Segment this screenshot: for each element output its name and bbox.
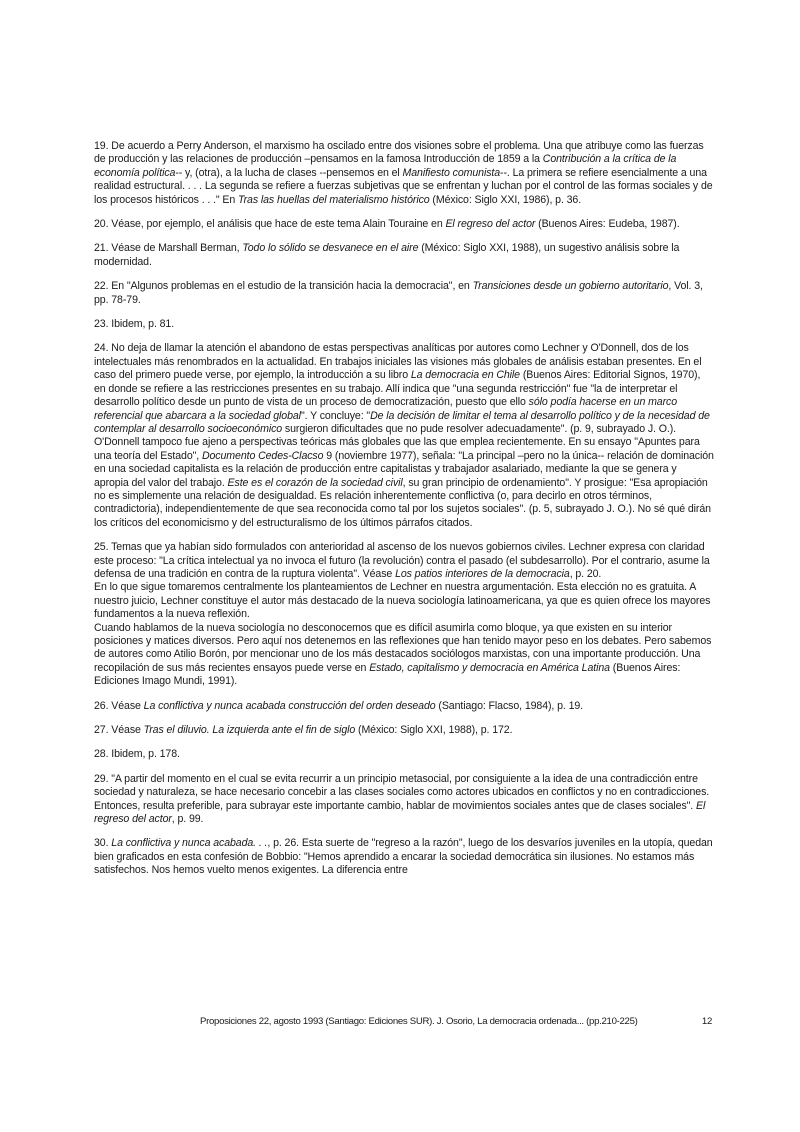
note-text: 19. De acuerdo a Perry Anderson, el marxismo ha oscilado entre dos visiones sobre el problema. Una que atribuye como las fuerzas de producción y las relaciones de producción –pensamos en la famosa Introducción de 1859 a la	[94, 140, 704, 166]
cited-title: De la decisión de limitar el tema al desarrollo político y de la necesidad de contemplar al desarrollo socioeconómico	[94, 409, 710, 435]
endnote-28	[94, 748, 714, 761]
note-text: 30.	[94, 837, 112, 850]
endnotes-section	[94, 140, 714, 889]
note-text: 21. Véase de Marshall Berman,	[94, 242, 243, 255]
endnote-19	[94, 140, 714, 207]
endnote-20	[94, 218, 714, 231]
note-text: , p. 99.	[171, 813, 204, 826]
note-text: , p. 20.	[569, 567, 602, 580]
endnote-24	[94, 342, 714, 530]
cited-title: Tras las huellas del materialismo histórico	[238, 193, 430, 206]
note-text: (México: Siglo XXI, 1988), un sugestivo análisis sobre la modernidad.	[94, 242, 680, 268]
note-text: Cuando hablamos de la nueva sociología no desconocemos que es difícil asumirla como bloque, ya que existen en su interior posiciones y matices diversos. Pero aquí nos detenemos en las reflexiones que han tenido mayor peso en los debates. Pero sabemos de autores como Atilio Borón, por mencionar uno de los más destacados sociólogos marxistas, con una importante producción. Una recopilación de sus más recientes ensayos puede verse en	[94, 621, 712, 674]
note-text: -- y, (otra), a la lucha de clases --pensemos en el	[175, 166, 403, 179]
endnote-22	[94, 280, 714, 307]
note-text: 24. No deja de llamar la atención el abandono de estas perspectivas analíticas por autores como Lechner y O'Donnell, dos de los intelectuales más renombrados en la actualidad. En trabajos iniciales las visiones más globales de análisis estaban presentes. En el caso del primero puede verse, por ejemplo, la introducción a su libro	[94, 342, 702, 382]
note-text: (México: Siglo XXI, 1986), p. 36.	[429, 193, 582, 206]
cited-title: Contribución a la crítica de la economía política	[94, 153, 677, 179]
cited-title: La democracia en Chile	[410, 369, 520, 382]
cited-title: Los patios interiores de la democracia	[395, 567, 570, 580]
cited-title: Este es el corazón de la sociedad civil	[227, 476, 403, 489]
note-text: 28. Ibidem, p. 178.	[94, 748, 180, 761]
note-text: 26. Véase	[94, 699, 144, 712]
cited-title: La conflictiva y nunca acabada construcción del orden deseado	[143, 699, 436, 712]
endnote-21	[94, 242, 714, 269]
note-text: (Buenos Aires: Eudeba, 1987).	[535, 218, 680, 231]
note-text: (Buenos Aires: Editorial Signos, 1970), en donde se refiere a las restricciones presentes en su trabajo. Allí indica que "una segunda restricción" fue "la de interpretar el desarrollo político desde un punto de vista de un proceso de democratización, puesto que ello	[94, 369, 701, 409]
endnote-29	[94, 773, 714, 827]
note-text: --. La primera se refiere esencialmente a una realidad estructural. . . . La segunda se refiere a fuerzas subjetivas que se enfrentan y luchan por el control de las formas sociales y de los procesos históricos . . ." En	[94, 166, 713, 206]
note-text: (Santiago: Flacso, 1984), p. 19.	[435, 699, 584, 712]
note-text: 25. Temas que ya habían sido formulados con anterioridad al ascenso de los nuevos gobiernos civiles. Lechner expresa con claridad este proceso: "La crítica intelectual ya no invoca el futuro (la revolución) contra el pasado (el subdesarrollo). Por el contrario, asume la defensa de una tradición en contra de la ruptura violenta". Véase	[94, 541, 710, 580]
endnote-27	[94, 724, 714, 737]
cited-title: Documento Cedes-Clacso	[201, 449, 324, 462]
note-text: 22. En "Algunos problemas en el estudio de la transición hacia la democracia", en	[94, 280, 473, 293]
page-number: 12	[701, 1016, 712, 1027]
note-text: , Vol. 3, pp. 78-79.	[94, 280, 703, 306]
note-text: , p. 26. Esta suerte de "regreso a la razón", luego de los desvaríos juveniles en la utopía, quedan bien graficados en esta confesión de Bobbio: "Hemos aprendido a encarar la sociedad democrática sin ilusiones. No estamos más satisfechos. Nos hemos vuelto menos exigentes. La diferencia entre	[94, 837, 713, 877]
cited-title: sólo podía hacerse en un marco referencial que abarcara a la sociedad global	[94, 396, 678, 422]
cited-title: El regreso del actor	[94, 799, 706, 826]
endnote-25	[94, 541, 714, 688]
cited-title: El regreso del actor	[445, 218, 536, 231]
cited-title: Tras el diluvio. La izquierda ante el fin de siglo	[143, 724, 356, 737]
cited-title: Todo lo sólido se desvanece en el aire	[242, 242, 419, 255]
note-text: surgieron dificultades que no pude resolver adecuadamente". (p. 9, subrayado J. O.). O'Donnell tampoco fue ajeno a perspectivas teóricas más globales que las que emplea recientemente. En su ensayo "Apuntes para una teoría del Estado",	[94, 422, 700, 462]
cited-title: Estado, capitalismo y democracia en América Latina	[369, 661, 610, 674]
page-footer	[200, 1016, 712, 1027]
footer-citation: Proposiciones 22, agosto 1993 (Santiago: Ediciones SUR). J. Osorio, La democracia ordenada... (pp.210-225)	[200, 1016, 638, 1027]
cited-title: La conflictiva y nunca acabada. . .	[111, 837, 268, 850]
note-text: 9 (noviembre 1977), señala: "La principal –pero no la única-- relación de dominación en una sociedad capitalista es la relación de producción entre capitalistas y trabajador asalariado, mediante la que se genera y apropia del valor del trabajo.	[94, 449, 714, 489]
note-text: 27. Véase	[94, 724, 144, 737]
cited-title: Transiciones desde un gobierno autoritario	[472, 280, 669, 293]
note-text: (México: Siglo XXI, 1988), p. 172.	[355, 724, 513, 737]
note-text: 23. Ibidem, p. 81.	[94, 318, 175, 331]
cited-title: Manifiesto comunista	[402, 166, 501, 179]
note-text: ". Y concluye: "	[300, 409, 371, 422]
endnote-26	[94, 700, 714, 713]
note-text: (Buenos Aires: Ediciones Imago Mundi, 1991).	[94, 661, 681, 688]
note-text: 29. "A partir del momento en el cual se evita recurrir a un principio metasocial, por consiguiente a la idea de una contradicción entre sociedad y naturaleza, se hace necesario concebir a las clases sociales como actores ubicados en conflictos y no en contradicciones. Entonces, resulta preferible, para subrayar este importante cambio, hablar de movimientos sociales antes que de clases sociales".	[94, 772, 710, 812]
note-text: , su gran principio de ordenamiento". Y prosigue: "Esa apropiación no es simplemente una relación de desigualdad. Es relación inherentemente conflictiva (o, para decirlo en otros términos, contradictoria), independientemente de que sea reconocida como tal por los sujetos sociales". (p. 5, subrayado J. O.). No sé qué dirán los críticos del economicismo y del estructuralismo de los últimos párrafos citados.	[94, 476, 711, 529]
endnote-30	[94, 837, 714, 877]
endnote-23	[94, 318, 714, 331]
note-text: En lo que sigue tomaremos centralmente los planteamientos de Lechner en nuestra argumentación. Esta elección no es gratuita. A nuestro juicio, Lechner constituye el autor más destacado de la nueva sociología latinoamericana, ya que es quien ofrece los mayores fundamentos a la nueva reflexión.	[94, 581, 711, 621]
note-text: 20. Véase, por ejemplo, el análisis que hace de este tema Alain Touraine en	[94, 218, 446, 231]
